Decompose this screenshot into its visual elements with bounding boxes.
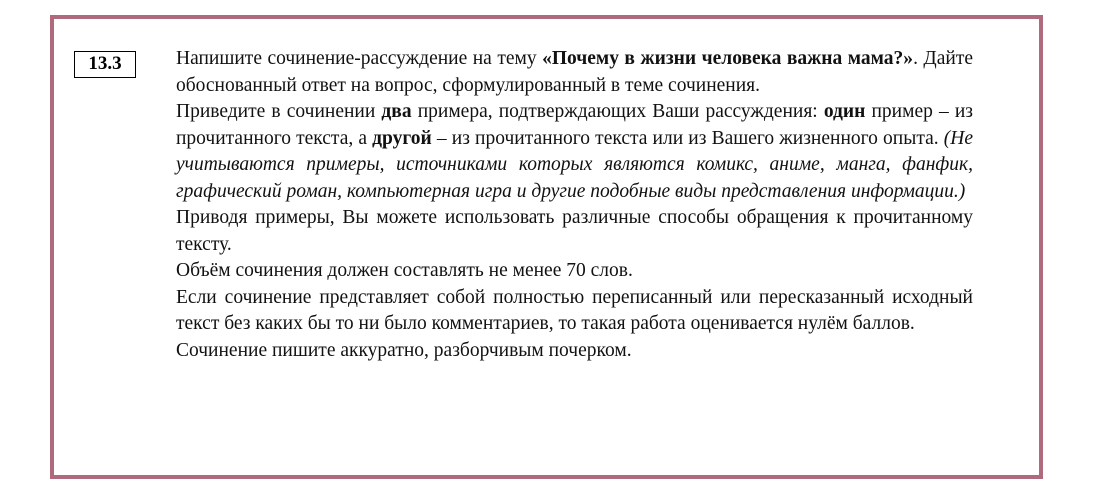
examples-exclusion-note: (Не учитываются примеры, источниками которых являются комикс, аниме, манга, фанфик, графический роман, компьютерная игра и другие подобные виды представления информации.) (176, 127, 973, 202)
essay-topic: «Почему в жизни человека важна мама?» (542, 48, 914, 69)
topic-instruction: . Дайте обоснованный ответ на вопрос, сформулированный в теме сочинения. (176, 48, 973, 96)
example-one-bold: один (823, 101, 866, 122)
task-number: 13.3 (88, 53, 122, 74)
paragraph-length: Объём сочинения должен составлять не менее 70 слов. (176, 260, 633, 281)
topic-intro: Напишите сочинение-рассуждение на тему (176, 48, 543, 69)
examples-count-bold: два (381, 101, 412, 122)
paragraph-examples (176, 99, 973, 205)
task-text (176, 46, 973, 364)
examples-text-1: Приведите в сочинении (176, 101, 382, 122)
examples-text-3: пример – из прочитанного текста, а (176, 101, 973, 149)
examples-text-4: – из прочитанного текста или из Вашего жизненного опыта. (431, 127, 944, 149)
paragraph-topic (176, 46, 973, 99)
paragraph-handwriting: Сочинение пишите аккуратно, разборчивым почерком. (176, 339, 632, 361)
example-other-bold: другой (372, 127, 432, 149)
task-number-box (74, 51, 136, 78)
paragraph-references: Приводя примеры, Вы можете использовать различные способы обращения к прочитанному тексту. (176, 207, 973, 255)
examples-text-2: примера, подтверждающих Ваши рассуждения: (411, 101, 824, 122)
paragraph-grading: Если сочинение представляет собой полностью переписанный или пересказанный исходный текст без каких бы то ни было комментариев, то такая работа оценивается нулём баллов. (176, 286, 973, 334)
